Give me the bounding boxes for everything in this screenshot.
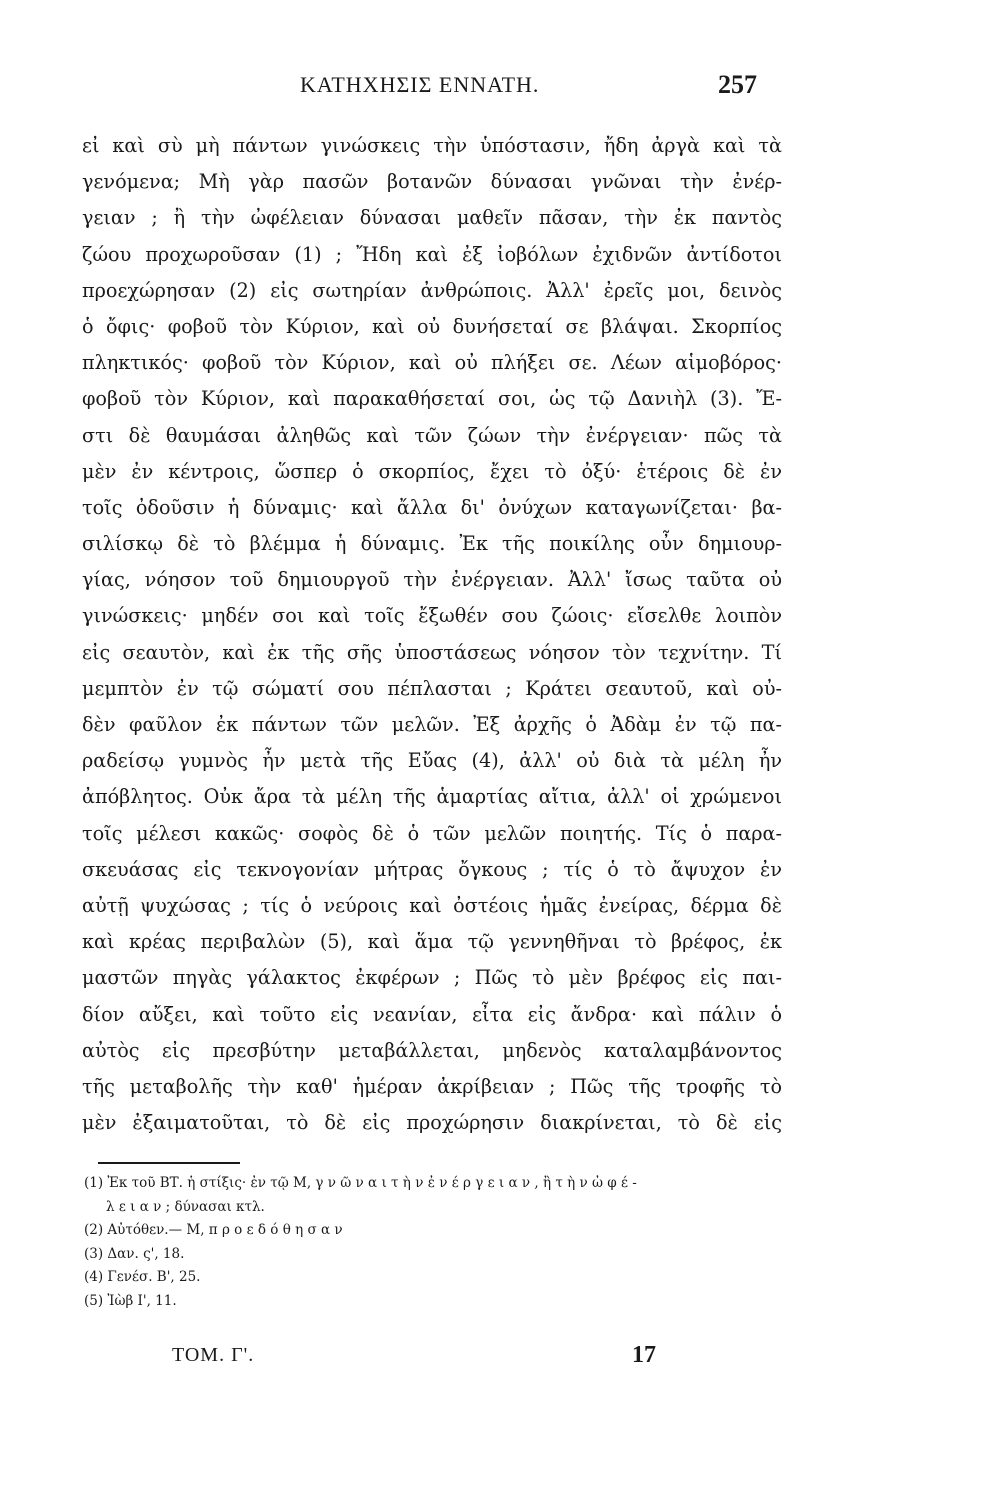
body-text [82,128,782,1141]
running-head: ΚΑΤΗΧΗΣΙΣ ΕΝΝΑΤΗ. [300,72,540,97]
text-line: γίας, νόησον τοῦ δημιουργοῦ τὴν ἐνέργειαν. Ἀλλ' ἴσως ταῦτα οὐ [82,568,782,592]
text-line: στι δὲ θαυμάσαι ἀληθῶς καὶ τῶν ζώων τὴν ἐνέργειαν· πῶς τὰ [82,423,782,447]
footnote-line: λ ε ι α ν ; δύνασαι κτλ. [106,1198,265,1215]
text-line: καὶ κρέας περιβαλὼν (5), καὶ ἅμα τῷ γεννηθῆναι τὸ βρέφος, ἐκ [82,930,782,954]
footnote-line: (5) Ἰὼβ Ι', 11. [84,1292,177,1309]
text-line: ὁ ὄφις· φοβοῦ τὸν Κύριον, καὶ οὐ δυνήσεταί σε βλάψαι. Σκορπίος [82,314,782,338]
text-line: μεμπτὸν ἐν τῷ σώματί σου πέπλασται ; Κράτει σεαυτοῦ, καὶ οὐ- [82,676,782,700]
text-line: δίον αὔξει, καὶ τοῦτο εἰς νεανίαν, εἶτα εἰς ἄνδρα· καὶ πάλιν ὁ [82,1002,782,1026]
text-line: αὐτῇ ψυχώσας ; τίς ὁ νεύροις καὶ ὀστέοις ἡμᾶς ἐνείρας, δέρμα δὲ [82,893,782,917]
text-line: αὐτὸς εἰς πρεσβύτην μεταβάλλεται, μηδενὸς καταλαμβάνοντος [82,1038,782,1062]
footnote-line: (2) Αὐτόθεν.— Μ, π ρ ο ε δ ό θ η σ α ν [84,1222,343,1238]
text-line: εἰς σεαυτὸν, καὶ ἐκ τῆς σῆς ὑποστάσεως νόησον τὸν τεχνίτην. Τί [82,640,782,664]
text-line: δὲν φαῦλον ἐκ πάντων τῶν μελῶν. Ἐξ ἀρχῆς ὁ Ἀδὰμ ἐν τῷ πα- [82,713,782,736]
text-line: φοβοῦ τὸν Κύριον, καὶ παρακαθήσεταί σοι, ὡς τῷ Δανιὴλ (3). Ἔ- [82,387,782,411]
text-line: σιλίσκῳ δὲ τὸ βλέμμα ἡ δύναμις. Ἐκ τῆς ποικίλης οὖν δημιουρ- [82,532,782,556]
text-line: τοῖς ὀδοῦσιν ἡ δύναμις· καὶ ἄλλα δι' ὀνύχων καταγωνίζεται· βα- [82,495,782,519]
text-line: μὲν ἐξαιματοῦται, τὸ δὲ εἰς προχώρησιν διακρίνεται, τὸ δὲ εἰς [82,1111,782,1135]
text-line: ἀπόβλητος. Οὐκ ἄρα τὰ μέλη τῆς ἁμαρτίας αἴτια, ἀλλ' οἱ χρώμενοι [82,785,782,809]
text-line: σκευάσας εἰς τεκνογονίαν μήτρας ὄγκους ; τίς ὁ τὸ ἄψυχον ἐν [82,857,782,881]
text-line: πληκτικός· φοβοῦ τὸν Κύριον, καὶ οὐ πλήξει σε. Λέων αἱμοβόρος· [82,351,782,375]
volume-signature: ΤΟΜ. Γ'. [172,1344,255,1366]
page-number: 257 [718,70,757,99]
text-line: γενόμενα; Μὴ γὰρ πασῶν βοτανῶν δύνασαι γνῶναι τὴν ἐνέρ- [82,170,782,194]
text-line: μαστῶν πηγὰς γάλακτος ἐκφέρων ; Πῶς τὸ μὲν βρέφος εἰς παι- [82,966,782,990]
text-line: τῆς μεταβολῆς τὴν καθ' ἡμέραν ἀκρίβειαν ; Πῶς τῆς τροφῆς τὸ [82,1074,782,1098]
footnote-rule [98,1162,240,1164]
footnote-line: (1) Ἐκ τοῦ ΒΤ. ἡ στίξις· ἐν τῷ Μ, γ ν ῶ ν α ι τ ὴ ν ἐ ν έ ρ γ ε ι α ν , ἢ τ ὴ ν ὠ φ έ - [84,1175,637,1191]
sheet-number: 17 [632,1342,656,1368]
footnote-line: (4) Γενέσ. Β', 25. [84,1269,201,1285]
text-line: γινώσκεις· μηδέν σοι καὶ τοῖς ἔξωθέν σου ζώοις· εἴσελθε λοιπὸν [82,604,782,628]
text-line: γειαν ; ἢ τὴν ὠφέλειαν δύνασαι μαθεῖν πᾶσαν, τὴν ἐκ παντὸς [82,206,782,230]
footnotes [84,1172,784,1313]
text-line: τοῖς μέλεσι κακῶς· σοφὸς δὲ ὁ τῶν μελῶν ποιητής. Τίς ὁ παρα- [82,821,782,845]
text-line: ραδείσῳ γυμνὸς ἦν μετὰ τῆς Εὔας (4), ἀλλ' οὐ διὰ τὰ μέλη ἦν [82,749,782,773]
text-line: προεχώρησαν (2) εἰς σωτηρίαν ἀνθρώποις. Ἀλλ' ἐρεῖς μοι, δεινὸς [82,278,782,302]
text-line: ζώου προχωροῦσαν (1) ; Ἤδη καὶ ἐξ ἰοβόλων ἐχιδνῶν ἀντίδοτοι [82,242,782,266]
text-line: εἰ καὶ σὺ μὴ πάντων γινώσκεις τὴν ὑπόστασιν, ἤδη ἀργὰ καὶ τὰ [82,134,782,157]
text-line: μὲν ἐν κέντροις, ὥσπερ ὁ σκορπίος, ἔχει τὸ ὀξύ· ἑτέροις δὲ ἐν [82,459,782,483]
footnote-line: (3) Δαν. ς', 18. [84,1245,185,1262]
